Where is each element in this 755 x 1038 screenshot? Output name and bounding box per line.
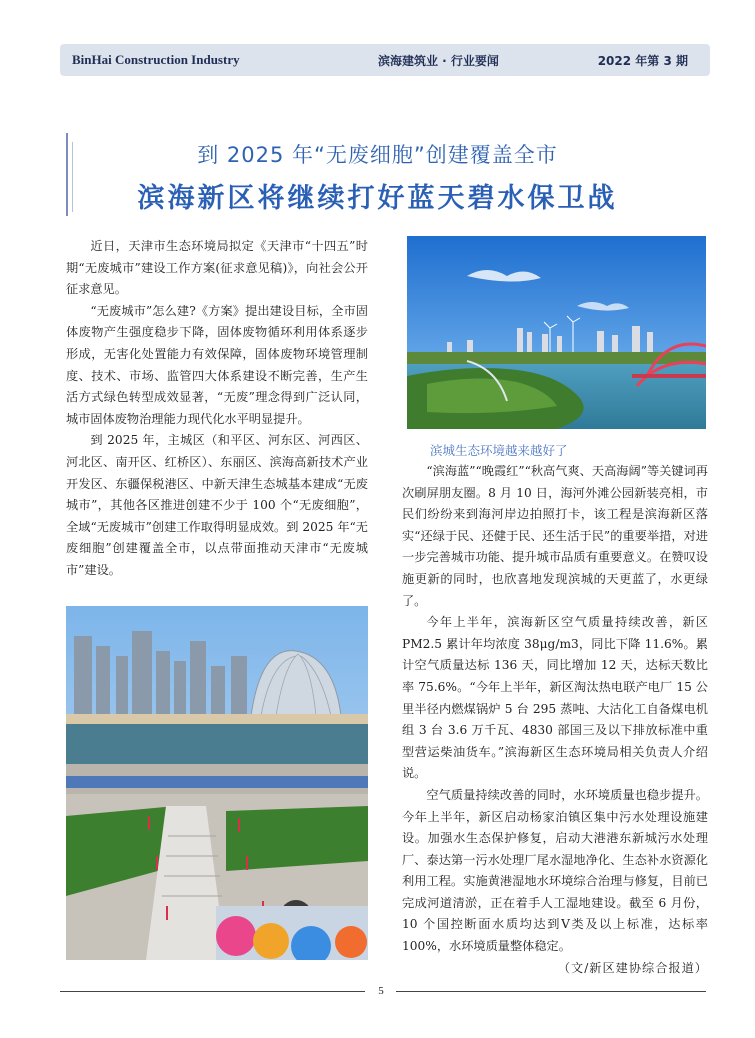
- paragraph: [402, 785, 708, 975]
- paragraph-text: 空气质量持续改善的同时，水环境质量也稳步提升。今年上半年，新区启动杨家泊镇区集中污水处理设施建设。加强水生态保护修复，启动大港港东新城污水处理厂、泰达第一污水处理厂尾水湿地净化、生态补水资源化利用工程。实施黄港湿地水环境综合治理与修复，目前已完成河道清淤，正在着手人工湿地建设。截至 6 月份，10 个国控断面水质均达到Ⅴ类及以上标准，达标率 100%，水环境质量整体稳定。: [402, 787, 708, 954]
- paragraph: “无废城市”怎么建?《方案》提出建设目标，全市固体废物产生强度稳步下降，固体废物循环利用体系逐步形成，无害化处置能力有效保障，固体废物环境管理制度、技术、市场、监管四大体系建设不断完善，生产生活方式绿色转型成效显著，“无废”理念得到广泛认同，城市固体废物治理能力现代化水平明显提升。: [66, 303, 368, 426]
- paragraph: 近日，天津市生态环境局拟定《天津市“十四五”时期“无废城市”建设工作方案(征求意见稿)》，向社会公开征求意见。: [66, 239, 368, 297]
- article-title: 滨海新区将继续打好蓝天碧水保卫战: [137, 183, 618, 214]
- right-column: [402, 461, 708, 979]
- publication-name: BinHai Construction Industry: [72, 52, 240, 67]
- issue-number: 2022 年第 3 期: [597, 54, 688, 68]
- section-name: 滨海建筑业 · 行业要闻: [378, 54, 499, 68]
- left-column: [66, 236, 368, 582]
- running-header: [60, 44, 710, 76]
- footer-rule-left: [60, 991, 365, 992]
- photo-caption: 滨城生态环境越来越好了: [430, 443, 568, 458]
- footer-rule-right: [396, 991, 706, 992]
- paragraph: 到 2025 年，主城区（和平区、河东区、河西区、河北区、南开区、红桥区）、东丽区、滨海高新技术产业开发区、东疆保税港区、中新天津生态城基本建成“无废城市”，其他各区推进创建不少于 100 个“无废细胞”，全域“无废城市”创建工作取得明显成效。到 2025 年“无废细胞”创建覆盖全市，以点带面推动天津市“无废城市”建设。: [66, 433, 368, 577]
- paragraph: “滨海蓝”“晚霞红”“秋高气爽、天高海阔”等关键词再次刷屏朋友圈。8 月 10 日，海河外滩公园新装亮相，市民们纷纷来到海河岸边拍照打卡，该工程是滨海新区落实“还绿于民、还健于民、还生活于民”的重要举措，对进一步完善城市功能、提升城市品质有重要意义。在赞叹设施更新的同时，也欣喜地发现滨城的天更蓝了，水更绿了。: [402, 464, 708, 608]
- article-credit: （文/新区建协综合报道）: [557, 960, 708, 975]
- paragraph: 今年上半年，滨海新区空气质量持续改善，新区 PM2.5 累计年均浓度 38μg/m3，同比下降 11.6%。累计空气质量达标 136 天，同比增加 12 天，达标天数比率 75.6%。“今年上半年，新区淘汰热电联产电厂 15 公里半径内燃煤锅炉 5 台 295 蒸吨、大沽化工自备煤电机组 3 台 3.6 万千瓦、4830 部国三及以下排放标准中重型营运柴油货车。”滨海新区生态环境局相关负责人介绍说。: [402, 615, 708, 781]
- waterfront-plaza-photo: [66, 606, 368, 960]
- river-park-image: [407, 236, 706, 429]
- page-number: 5: [378, 985, 384, 997]
- article-subtitle: 到 2025 年“无废细胞”创建覆盖全市: [197, 143, 558, 167]
- river-park-photo: [407, 236, 706, 429]
- waterfront-plaza-image: [66, 606, 368, 960]
